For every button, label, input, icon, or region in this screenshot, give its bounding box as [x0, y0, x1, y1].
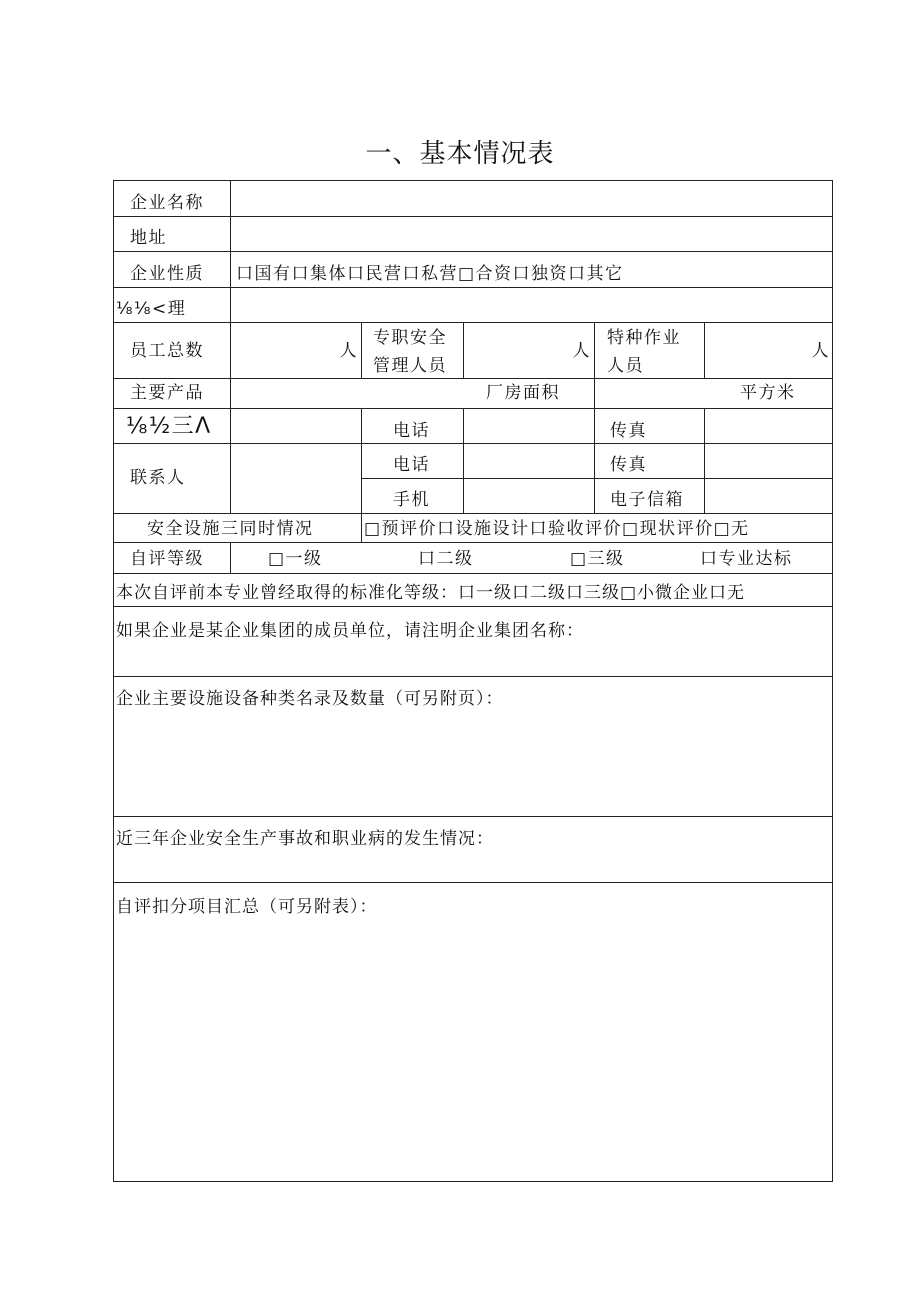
special-worker-unit: 人 [811, 341, 830, 361]
enterprise-name-label: 企业名称 [130, 193, 204, 213]
special-worker-label-line2: 人员 [607, 356, 644, 376]
staff-total-label: 员工总数 [130, 341, 204, 361]
fax-label: 传真 [610, 455, 647, 475]
equipment-row: 企业主要设施设备种类名录及数量（可另附页）： [116, 689, 504, 709]
plant-area-label: 厂房面积 [486, 383, 560, 403]
col-line [230, 542, 231, 573]
row-line [113, 378, 833, 379]
col-line [463, 322, 464, 378]
email-label: 电子信箱 [610, 490, 684, 510]
grade-level-1: □一级 [268, 549, 323, 569]
phone-label: 电话 [393, 455, 430, 475]
grade-professional: 口专业达标 [700, 549, 793, 569]
grade-level-3: □三级 [570, 549, 625, 569]
row-line [113, 513, 833, 514]
row-line [113, 573, 833, 574]
address-label: 地址 [130, 228, 167, 248]
col-line [704, 322, 705, 378]
accidents-row: 近三年企业安全生产事故和职业病的发生情况： [116, 829, 494, 849]
legal-rep-label: ⅛⅛<理 [116, 299, 187, 319]
mobile-label: 手机 [393, 490, 430, 510]
fax-label: 传真 [610, 421, 647, 441]
col-line [230, 180, 231, 513]
row-line [113, 606, 833, 607]
row-line [113, 216, 833, 217]
grade-level-2: 口二级 [418, 549, 474, 569]
col-line [594, 322, 595, 513]
special-worker-label-line1: 特种作业 [607, 328, 681, 348]
col-line [361, 322, 362, 378]
legal-contact-label: ⅛½三Λ [126, 414, 212, 439]
row-line [113, 408, 833, 409]
table-border-left [113, 180, 114, 1182]
row-line [113, 676, 833, 677]
table-border-top [113, 180, 833, 181]
self-grade-label: 自评等级 [130, 549, 204, 569]
safety-facility-label: 安全设施三同时情况 [147, 519, 314, 539]
nature-label: 企业性质 [130, 264, 204, 284]
col-line [361, 408, 362, 542]
deductions-row: 自评扣分项目汇总（可另附表）： [116, 897, 378, 917]
safety-facility-options: □预评价口设施设计口验收评价□现状评价□无 [364, 519, 750, 539]
safety-manager-label-line2: 管理人员 [373, 356, 447, 376]
table-border-bottom [113, 1181, 833, 1182]
row-line [113, 816, 833, 817]
row-line [113, 882, 833, 883]
row-line [113, 322, 833, 323]
col-line [463, 408, 464, 513]
plant-area-unit: 平方米 [740, 383, 796, 403]
nature-options: 口国有口集体口民营口私营□合资口独资口其它 [236, 264, 624, 284]
group-member-row: 如果企业是某企业集团的成员单位，请注明企业集团名称： [116, 621, 584, 641]
main-product-label: 主要产品 [130, 383, 204, 403]
staff-total-unit: 人 [339, 341, 358, 361]
col-line [704, 408, 705, 513]
previous-grade-row: 本次自评前本专业曾经取得的标准化等级：口一级口二级口三级□小微企业口无 [116, 583, 746, 603]
row-line [361, 478, 833, 479]
contact-person-label: 联系人 [130, 468, 186, 488]
phone-label: 电话 [393, 421, 430, 441]
page-title: 一、基本情况表 [365, 139, 555, 169]
safety-manager-label-line1: 专职安全 [373, 328, 447, 348]
row-line [113, 287, 833, 288]
row-line [113, 251, 833, 252]
row-line [113, 542, 833, 543]
table-border-right [832, 180, 833, 1182]
row-line [113, 443, 833, 444]
safety-manager-unit: 人 [572, 341, 591, 361]
